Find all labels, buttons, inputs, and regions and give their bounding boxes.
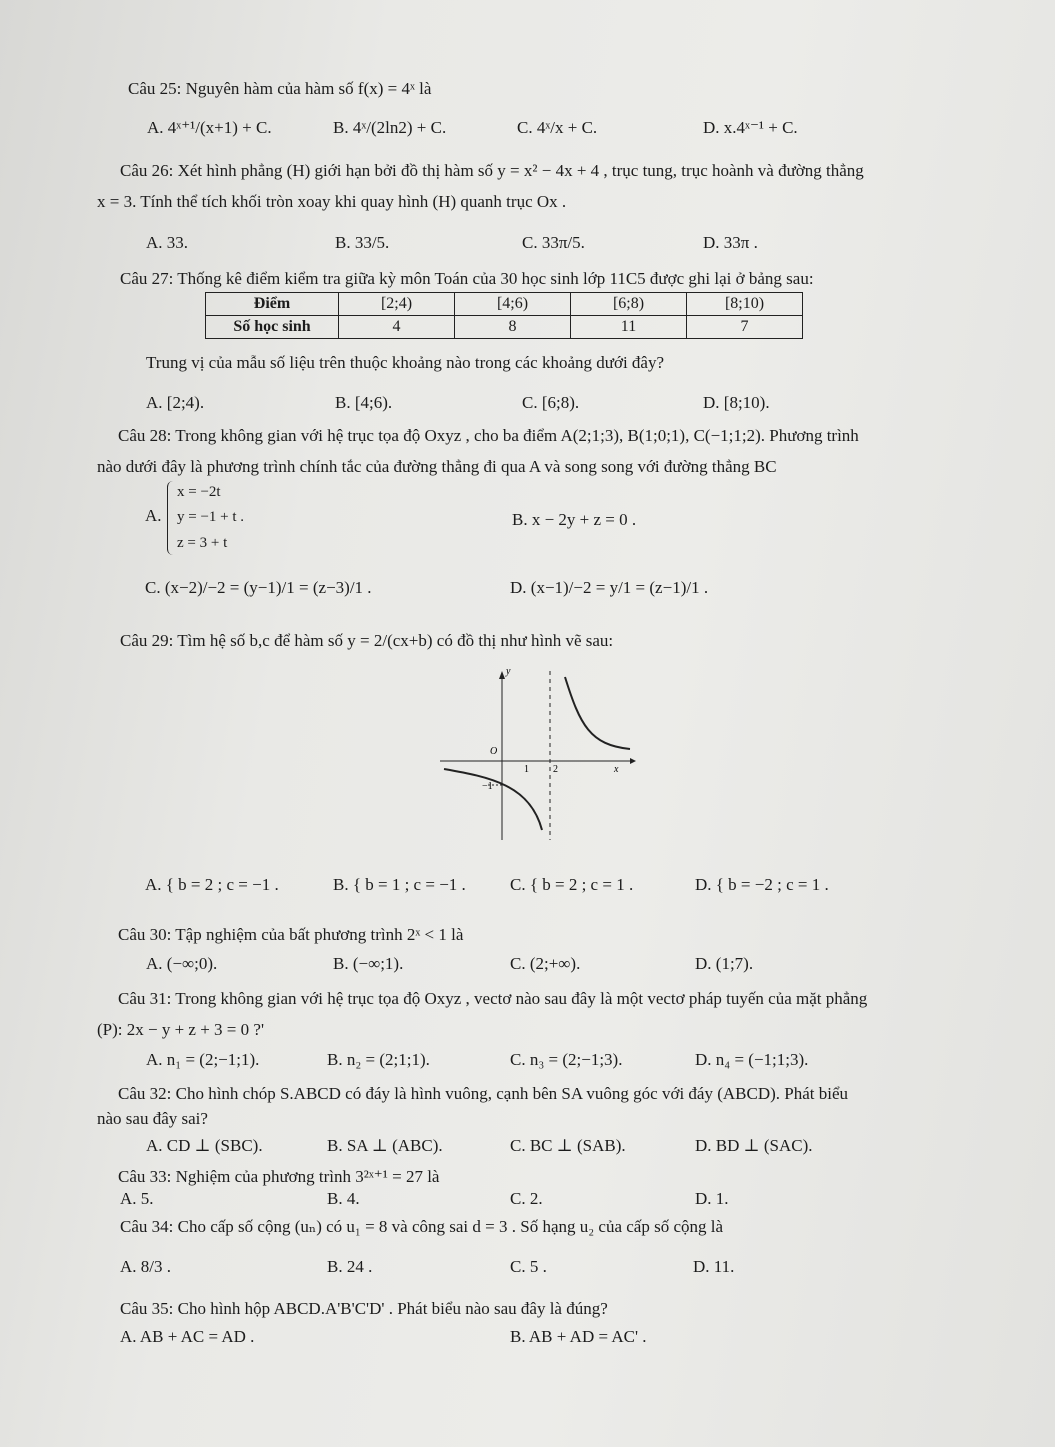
table-cell: [4;6) [455,293,571,316]
q30-option-a: A. (−∞;0). [146,954,218,973]
q30-option-c: C. (2;+∞). [510,954,581,973]
table-cell: [6;8) [571,293,687,316]
left-branch [444,769,542,830]
q27-option-d: D. [8;10). [703,393,770,412]
q25-option-d: D. x.4ˣ⁻¹ + C. [703,118,798,137]
q28-option-a-label: A. [145,506,162,525]
table-header-so-hoc-sinh: Số học sinh [206,316,339,339]
question-34-stem: Câu 34: Cho cấp số cộng (uₙ) có u₁ = 8 và công sai d = 3 . Số hạng u₂ của cấp số cộng là [120,1217,724,1236]
tick-label-one: 1 [524,764,529,775]
q35-option-a: A. AB + AC = AD . [120,1327,255,1346]
brace-icon [167,481,176,555]
q34-option-a: A. 8/3 . [120,1257,171,1276]
question-26-stem-line1: Câu 26: Xét hình phẳng (H) giới hạn bởi đồ thị hàm số y = x² − 4x + 4 , trục tung, trục hoành và đường thẳng [120,161,864,180]
origin-label: O [490,746,498,757]
question-31-stem-line1: Câu 31: Trong không gian với hệ trục tọa độ Oxyz , vectơ nào sau đây là một vectơ pháp tuyến của mặt phẳng [118,989,868,1008]
q29-option-b: B. { b = 1 ; c = −1 . [333,875,466,894]
function-graph [440,665,640,845]
q25-option-b: B. 4ˣ/(2ln2) + C. [333,118,447,137]
q30-option-d: D. (1;7). [695,954,754,973]
question-35-stem: Câu 35: Cho hình hộp ABCD.A'B'C'D' . Phát biểu nào sau đây là đúng? [120,1299,608,1318]
y-axis-arrow-icon [499,671,505,679]
score-table-row-intervals [206,293,803,316]
q28-option-a-line3: z = 3 + t [177,535,228,551]
question-27-question: Trung vị của mẫu số liệu trên thuộc khoảng nào trong các khoảng dưới đây? [146,353,665,372]
table-cell: 11 [571,316,687,339]
q34-option-b: B. 24 . [327,1257,373,1276]
q27-option-c: C. [6;8). [522,393,580,412]
q27-option-b: B. [4;6). [335,393,393,412]
q35-option-b: B. AB + AD = AC' . [510,1327,647,1346]
q26-option-c: C. 33π/5. [522,233,585,252]
q28-option-a-line2: y = −1 + t . [177,509,245,525]
q28-option-c: C. (x−2)/−2 = (y−1)/1 = (z−3)/1 . [145,578,372,597]
q32-option-a: A. CD ⊥ (SBC). [146,1136,263,1155]
table-header-diem: Điểm [206,293,339,316]
question-28-stem-line2: nào dưới đây là phương trình chính tắc của đường thẳng đi qua A và song song với đường thẳng BC [97,457,777,476]
q25-option-c: C. 4ˣ/x + C. [517,118,598,137]
q29-option-d: D. { b = −2 ; c = 1 . [695,875,829,894]
q34-option-c: C. 5 . [510,1257,547,1276]
score-table-row-counts [206,316,803,339]
q32-option-d: D. BD ⊥ (SAC). [695,1136,813,1155]
score-table [205,292,803,339]
q26-option-b: B. 33/5. [335,233,390,252]
question-28-stem-line1: Câu 28: Trong không gian với hệ trục tọa độ Oxyz , cho ba điểm A(2;1;3), B(1;0;1), C(−1;1;2). Phương trình [118,426,859,445]
tick-label-two: 2 [553,764,558,775]
table-cell: 7 [687,316,803,339]
q34-option-d: D. 11. [693,1257,735,1276]
right-branch [565,677,630,749]
question-32-stem-line1: Câu 32: Cho hình chóp S.ABCD có đáy là hình vuông, cạnh bên SA vuông góc với đáy (ABCD). Phát biểu [118,1084,849,1103]
q30-option-b: B. (−∞;1). [333,954,404,973]
q29-option-a: A. { b = 2 ; c = −1 . [145,875,279,894]
q28-option-d: D. (x−1)/−2 = y/1 = (z−1)/1 . [510,578,709,597]
q33-option-c: C. 2. [510,1189,543,1208]
q29-option-c: C. { b = 2 ; c = 1 . [510,875,634,894]
question-31-stem-line2: (P): 2x − y + z + 3 = 0 ?' [97,1020,265,1039]
q32-option-c: C. BC ⊥ (SAB). [510,1136,626,1155]
q26-option-a: A. 33. [146,233,189,252]
table-cell: 8 [455,316,571,339]
q28-option-a-line1: x = −2t [177,484,221,500]
y-axis-label: y [506,666,511,677]
q28-option-b: B. x − 2y + z = 0 . [512,510,637,529]
q27-option-a: A. [2;4). [146,393,205,412]
tick-label-minus-one: −1 [482,781,493,792]
question-33-stem: Câu 33: Nghiệm của phương trình 3²ˣ⁺¹ = 27 là [118,1167,440,1186]
q32-option-b: B. SA ⊥ (ABC). [327,1136,443,1155]
q33-option-a: A. 5. [120,1189,154,1208]
question-30-stem: Câu 30: Tập nghiệm của bất phương trình 2ˣ < 1 là [118,925,464,944]
q25-option-a: A. 4ˣ⁺¹/(x+1) + C. [147,118,272,137]
q33-option-b: B. 4. [327,1189,360,1208]
question-26-stem-line2: x = 3. Tính thể tích khối tròn xoay khi quay hình (H) quanh trục Ox . [97,192,567,211]
q31-option-c: C. n₃ = (2;−1;3). [510,1050,623,1069]
question-27-stem: Câu 27: Thống kê điểm kiểm tra giữa kỳ môn Toán của 30 học sinh lớp 11C5 được ghi lại ở bảng sau: [120,269,814,288]
question-32-stem-line2: nào sau đây sai? [97,1109,208,1128]
q31-option-a: A. n₁ = (2;−1;1). [146,1050,260,1069]
q31-option-d: D. n₄ = (−1;1;3). [695,1050,809,1069]
q26-option-d: D. 33π . [703,233,758,252]
x-axis-arrow-icon [630,758,636,764]
q33-option-d: D. 1. [695,1189,729,1208]
table-cell: [8;10) [687,293,803,316]
q31-option-b: B. n₂ = (2;1;1). [327,1050,430,1069]
question-25-stem: Câu 25: Nguyên hàm của hàm số f(x) = 4ˣ là [128,79,432,98]
x-axis-label: x [614,764,619,775]
question-29-stem: Câu 29: Tìm hệ số b,c để hàm số y = 2/(cx+b) có đồ thị như hình vẽ sau: [120,631,614,650]
table-cell: [2;4) [339,293,455,316]
table-cell: 4 [339,316,455,339]
